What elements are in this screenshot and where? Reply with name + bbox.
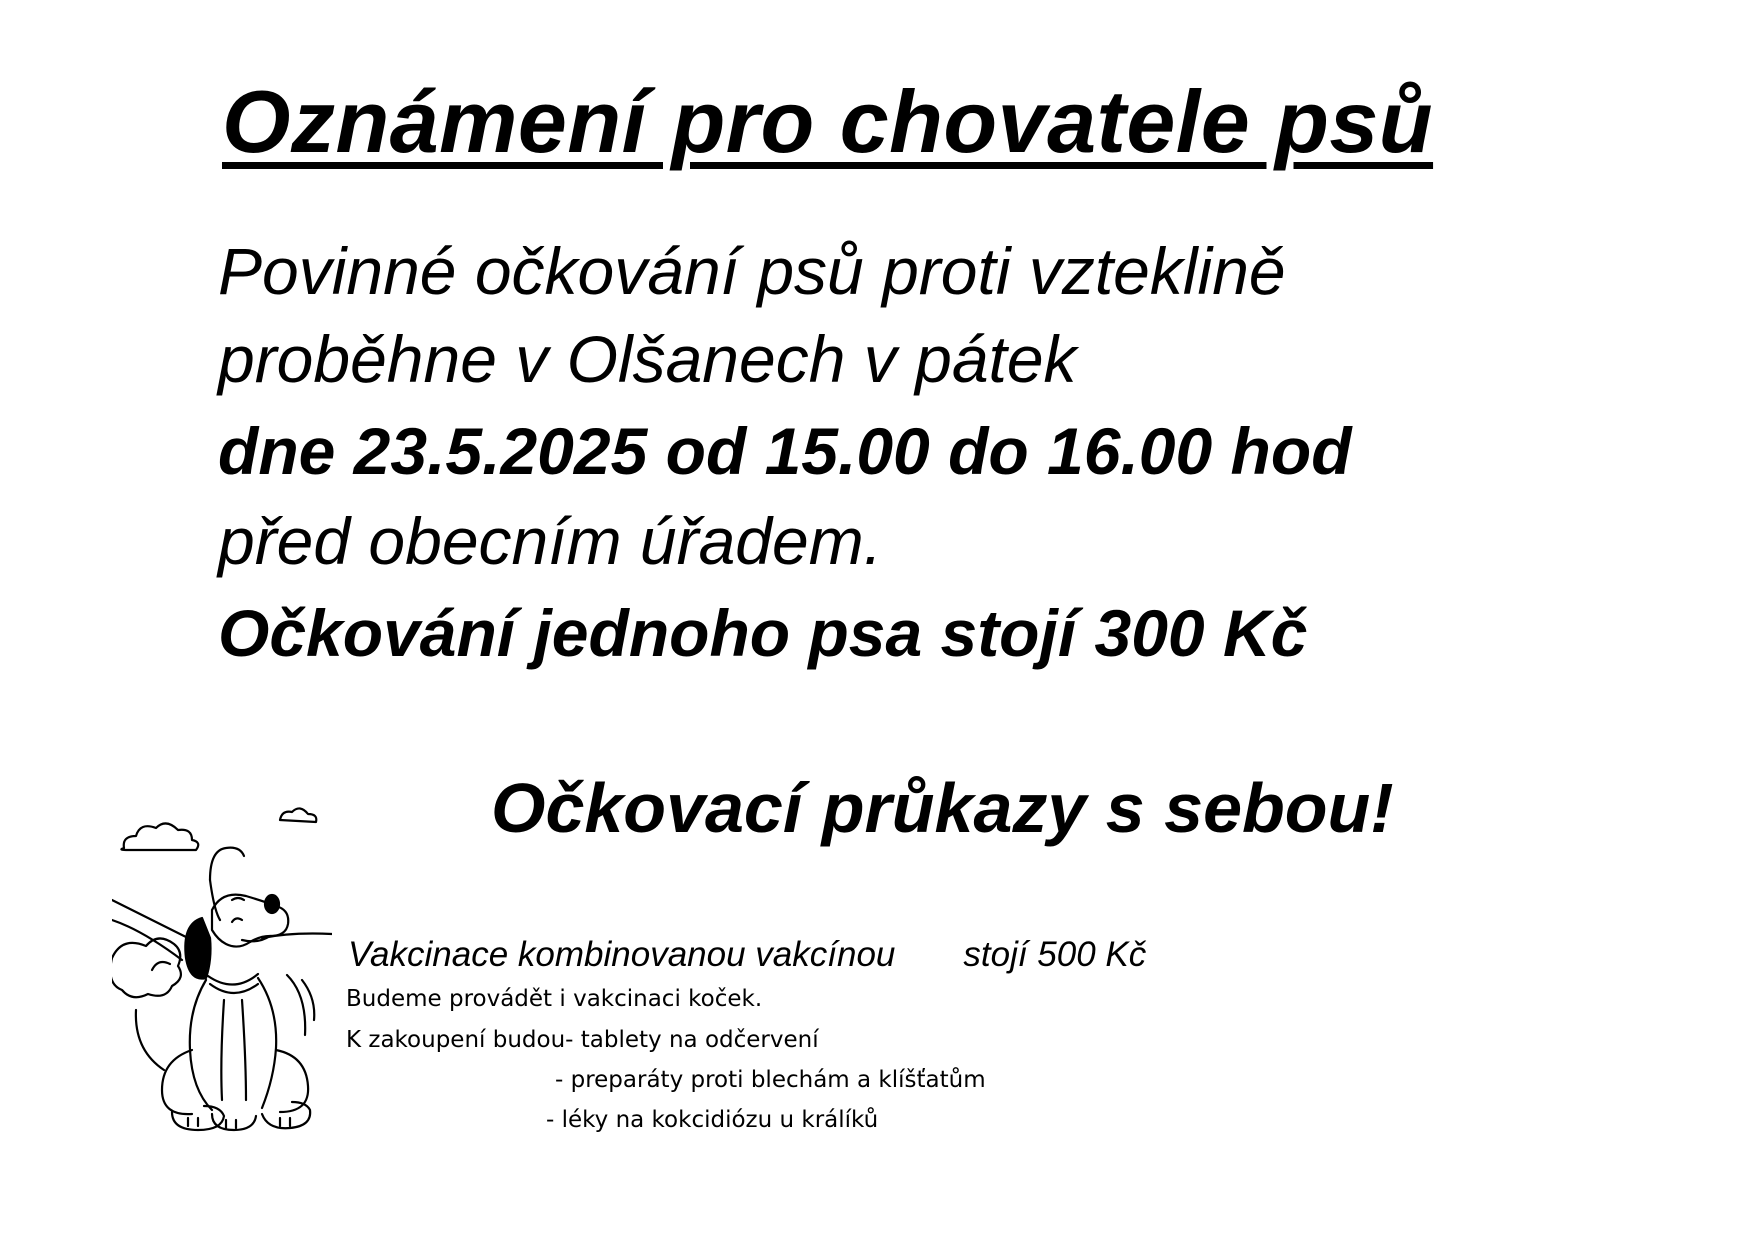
notice-line-price: Očkování jednoho psa stojí 300 Kč [218, 596, 1308, 670]
purchase-coccidiosis-note: - léky na kokcidiózu u králíků [546, 1107, 879, 1133]
notice-line-location: proběhne v Olšanech v pátek [218, 322, 1077, 396]
combined-vaccine-price: stojí 500 Kč [963, 935, 1147, 974]
bring-vaccination-cards: Očkovací průkazy s sebou! [491, 769, 1394, 847]
notice-line-place: před obecním úřadem. [218, 504, 883, 578]
cat-vaccination-note: Budeme provádět i vakcinaci koček. [346, 986, 763, 1012]
cartoon-dog-illustration-icon [112, 800, 332, 1140]
combined-vaccine-line [348, 937, 1146, 972]
combined-vaccine-label: Vakcinace kombinovanou vakcínou [348, 935, 896, 974]
purchase-flea-tick-note: - preparáty proti blechám a klíšťatům [555, 1067, 986, 1093]
notice-line-vaccination: Povinné očkování psů proti vzteklině [218, 234, 1286, 308]
notice-title: Oznámení pro chovatele psů [222, 72, 1434, 171]
notice-line-date-time: dne 23.5.2025 od 15.00 do 16.00 hod [218, 414, 1352, 488]
purchase-deworming-note: K zakoupení budou- tablety na odčervení [346, 1027, 819, 1053]
